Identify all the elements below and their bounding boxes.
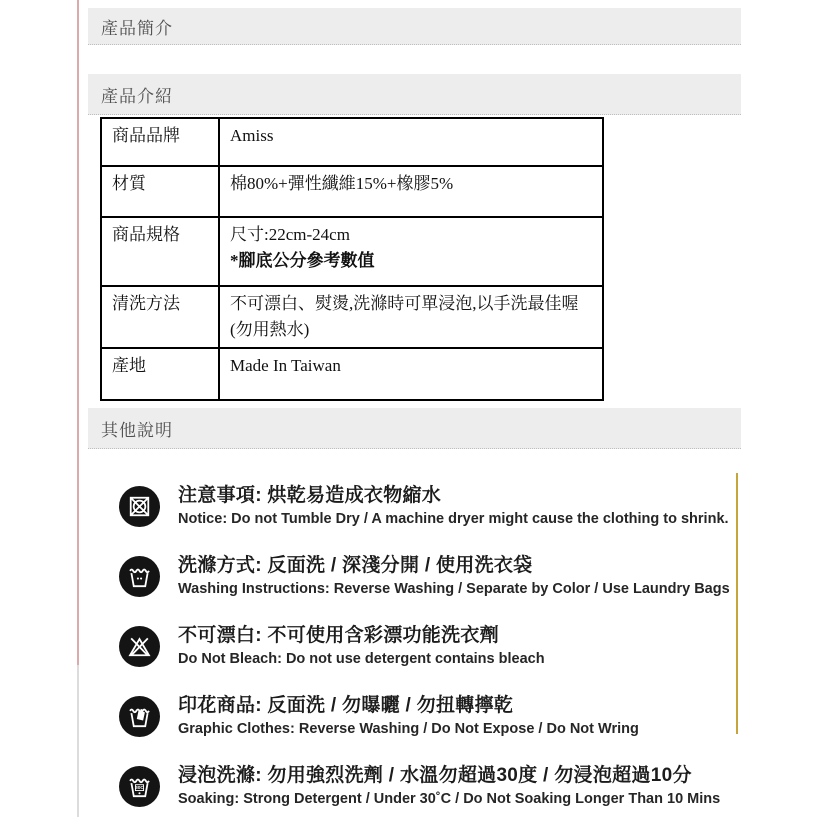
row-label: 清洗方法 xyxy=(101,286,219,348)
row-value: Made In Taiwan xyxy=(219,348,603,400)
row-label: 商品規格 xyxy=(101,217,219,286)
table-row-material xyxy=(101,166,603,217)
product-spec-table xyxy=(100,117,604,401)
washing-tub-icon xyxy=(119,556,160,597)
section-title: 產品簡介 xyxy=(101,18,173,38)
table-row-brand xyxy=(101,118,603,166)
section-header-product-brief xyxy=(88,8,741,45)
care-title: 洗滌方式: 反面洗 / 深淺分開 / 使用洗衣袋 xyxy=(178,554,533,576)
do-not-tumble-dry-icon xyxy=(119,486,160,527)
row-label: 商品品牌 xyxy=(101,118,219,166)
size-note-line: *腳底公分參考數值 xyxy=(230,250,375,270)
soak-wash-30c-icon xyxy=(119,766,160,807)
left-border-line-bottom xyxy=(77,665,79,817)
care-subtitle: Do Not Bleach: Do not use detergent contains bleach xyxy=(178,650,545,667)
row-value: 不可漂白、熨燙,洗滌時可單浸泡,以手洗最佳喔(勿用熱水) xyxy=(219,286,603,348)
do-not-bleach-icon xyxy=(119,626,160,667)
table-row-washing xyxy=(101,286,603,348)
care-item-washing xyxy=(119,552,759,601)
row-value: Amiss xyxy=(219,118,603,166)
care-subtitle: Notice: Do not Tumble Dry / A machine dryer might cause the clothing to shrink. xyxy=(178,510,729,527)
care-title: 浸泡洗滌: 勿用強烈洗劑 / 水溫勿超過30度 / 勿浸泡超過10分 xyxy=(178,764,692,786)
left-border-line xyxy=(77,0,79,665)
section-header-product-details xyxy=(88,74,741,115)
care-item-graphic xyxy=(119,692,759,741)
row-label: 產地 xyxy=(101,348,219,400)
row-value: 棉80%+彈性纖維15%+橡膠5% xyxy=(219,166,603,217)
care-subtitle: Washing Instructions: Reverse Washing / Separate by Color / Use Laundry Bags xyxy=(178,580,730,597)
care-item-notice xyxy=(119,482,759,531)
section-header-other-notes xyxy=(88,408,741,449)
care-instruction-list xyxy=(119,482,759,832)
row-value xyxy=(219,217,603,286)
care-item-soaking xyxy=(119,762,759,811)
table-row-spec xyxy=(101,217,603,286)
row-label: 材質 xyxy=(101,166,219,217)
care-title: 不可漂白: 不可使用含彩漂功能洗衣劑 xyxy=(178,624,500,646)
care-title: 印花商品: 反面洗 / 勿曝曬 / 勿扭轉擰乾 xyxy=(178,694,514,716)
care-title: 注意事項: 烘乾易造成衣物縮水 xyxy=(178,484,442,506)
care-subtitle: Soaking: Strong Detergent / Under 30˚C / Do Not Soaking Longer Than 10 Mins xyxy=(178,790,721,807)
size-line: 尺寸:22cm-24cm xyxy=(230,225,350,244)
section-title: 其他說明 xyxy=(101,420,173,440)
care-subtitle: Graphic Clothes: Reverse Washing / Do Not Expose / Do Not Wring xyxy=(178,720,639,737)
svg-text:30C: 30C xyxy=(135,786,144,792)
section-title: 產品介紹 xyxy=(101,86,173,106)
hand-wash-icon xyxy=(119,696,160,737)
table-row-origin xyxy=(101,348,603,400)
care-item-no-bleach xyxy=(119,622,759,671)
